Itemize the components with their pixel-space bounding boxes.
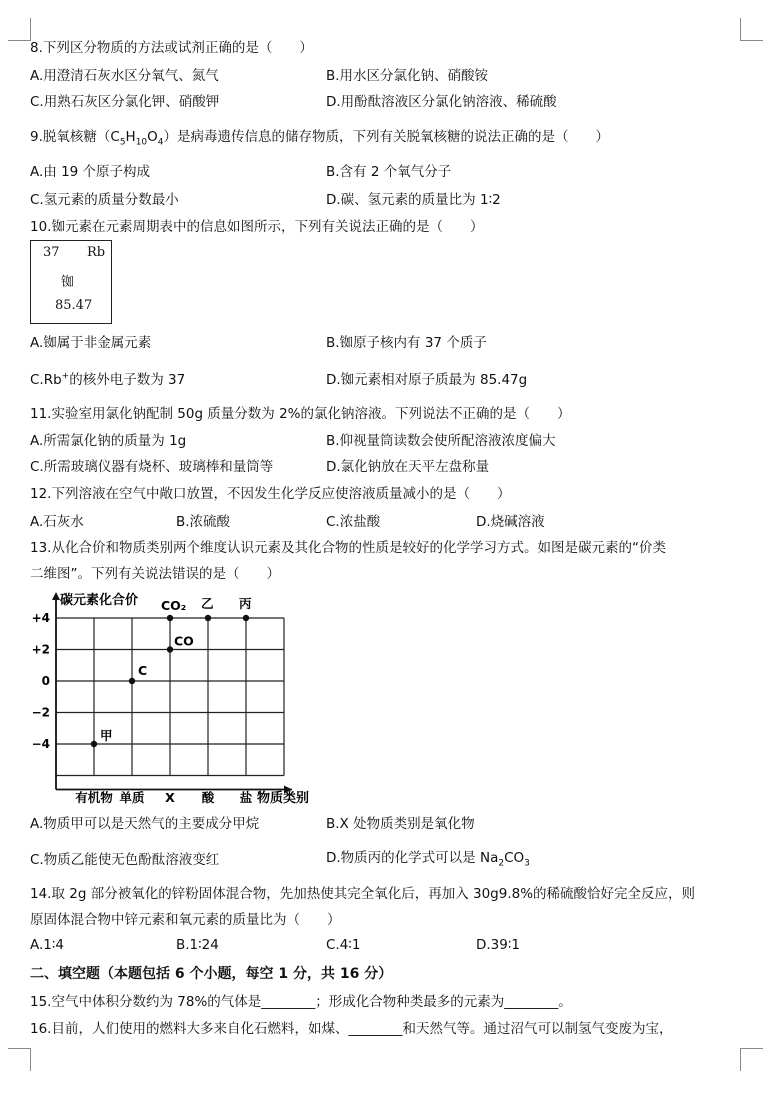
q11-stem: 11.实验室用氯化钠配制 50g 质量分数为 2%的氯化钠溶液。下列说法不正确的是（ ） xyxy=(30,406,571,422)
x-axis-label: 物质类别 xyxy=(257,791,310,806)
chart-axes xyxy=(52,592,292,794)
q10-option-a: A.铷属于非金属元素 xyxy=(30,335,152,351)
q11-option-d: D.氯化钠放在天平左盘称量 xyxy=(326,459,490,475)
x-tick-label: 有机物 xyxy=(75,790,113,805)
chart-point xyxy=(167,615,173,621)
q14-stem-line1: 14.取 2g 部分被氧化的锌粉固体混合物，先加热使其完全氧化后，再加入 30g9.8%的稀硫酸恰好完全反应，则 xyxy=(30,886,696,902)
point-label: CO xyxy=(174,633,194,649)
x-tick-label: 盐 xyxy=(239,790,253,805)
q9-option-b: B.含有 2 个氧气分子 xyxy=(326,164,452,180)
crop-mark-bottom-right xyxy=(740,1048,763,1071)
chart-point xyxy=(91,741,97,747)
y-tick-label: +2 xyxy=(31,642,50,657)
q9-option-c: C.氢元素的质量分数最小 xyxy=(30,192,179,208)
x-tick-label: 酸 xyxy=(201,790,215,805)
q9-option-d: D.碳、氢元素的质量比为 1∶2 xyxy=(326,192,501,208)
q8-option-b: B.用水区分氯化钠、硝酸铵 xyxy=(326,68,489,84)
q13-option-d: D.物质丙的化学式可以是 $Na_2CO_3$ xyxy=(326,850,530,869)
y-axis-label: 碳元素化合价 xyxy=(60,593,139,608)
q10-option-c: C.Rb+的核外电子数为 37 xyxy=(30,371,186,388)
q14-option-a: A.1∶4 xyxy=(30,937,64,953)
chart-point xyxy=(243,615,249,621)
q11-option-b: B.仰视量筒读数会使所配溶液浓度偏大 xyxy=(326,433,556,449)
q11-option-c: C.所需玻璃仪器有烧杯、玻璃棒和量筒等 xyxy=(30,459,274,475)
section-heading: 二、填空题（本题包括 6 个小题，每空 1 分，共 16 分） xyxy=(30,966,393,982)
y-axis-arrow xyxy=(52,592,60,600)
q14-option-b: B.1∶24 xyxy=(176,937,219,953)
periodic-table-cell xyxy=(30,240,112,324)
q13-stem-line2: 二维图”。下列有关说法错误的是（ ） xyxy=(30,566,280,582)
atomic-number: 37 xyxy=(43,245,60,260)
point-label: C xyxy=(138,663,148,678)
q10-option-d: D.铷元素相对原子质最为 85.47g xyxy=(326,372,528,388)
q13-stem-line1: 13.从化合价和物质类别两个维度认识元素及其化合物的性质是较好的化学学习方式。如图是碳元素的“价类 xyxy=(30,540,666,556)
y-tick-label: 0 xyxy=(41,674,50,688)
point-label: CO₂ xyxy=(161,598,187,613)
valence-class-chart xyxy=(28,588,338,810)
crop-mark-top-right xyxy=(740,18,763,41)
q9-option-a: A.由 19 个原子构成 xyxy=(30,164,151,180)
point-label: 丙 xyxy=(239,596,252,611)
q12-option-a: A.石灰水 xyxy=(30,514,84,530)
x-tick-labels xyxy=(75,790,253,805)
element-symbol: Rb xyxy=(87,245,106,260)
q12-option-c: C.浓盐酸 xyxy=(326,514,381,530)
q14-option-c: C.4∶1 xyxy=(326,937,361,953)
q14-stem-line2: 原固体混合物中锌元素和氧元素的质量比为（ ） xyxy=(30,912,341,928)
q14-option-d: D.39∶1 xyxy=(476,937,520,953)
x-tick-label: 单质 xyxy=(119,790,145,805)
y-tick-label: +4 xyxy=(31,611,50,625)
q9-stem: 9.脱氧核糖$(C_5H_{10}O_4)$是病毒遗传信息的储存物质，下列有关脱氧核糖的说法正确的是（ ） xyxy=(30,129,610,148)
q13-option-a: A.物质甲可以是天然气的主要成分甲烷 xyxy=(30,816,260,832)
y-tick-labels xyxy=(32,611,50,751)
q13-option-b: B.X 处物质类别是氧化物 xyxy=(326,816,475,832)
q12-stem: 12.下列溶液在空气中敞口放置，不因发生化学反应使溶液质量减小的是（ ） xyxy=(30,486,511,502)
point-label: 甲 xyxy=(100,728,113,743)
element-name: 铷 xyxy=(61,275,75,290)
q11-option-a: A.所需氯化钠的质量为 1g xyxy=(30,433,187,449)
chart-point xyxy=(205,615,211,621)
q10-option-b: B.铷原子核内有 37 个质子 xyxy=(326,335,487,351)
q8-stem: 8.下列区分物质的方法或试剂正确的是（ ） xyxy=(30,40,313,56)
chart-point xyxy=(129,678,135,684)
chart-point xyxy=(167,646,173,652)
atomic-mass: 85.47 xyxy=(55,298,93,313)
q12-option-b: B.浓硫酸 xyxy=(176,514,231,530)
crop-mark-bottom-left xyxy=(8,1048,31,1071)
q12-option-d: D.烧碱溶液 xyxy=(476,514,545,530)
q13-option-c: C.物质乙能使无色酚酞溶液变红 xyxy=(30,852,220,868)
q15-text: 15.空气中体积分数约为 78%的气体是________；形成化合物种类最多的元素为________。 xyxy=(30,994,572,1010)
q8-option-c: C.用熟石灰区分氯化钾、硝酸钾 xyxy=(30,94,220,110)
y-tick-label: −2 xyxy=(31,705,50,720)
y-tick-label: −4 xyxy=(31,737,50,751)
crop-mark-top-left xyxy=(8,18,31,41)
q8-option-d: D.用酚酞溶液区分氯化钠溶液、稀硫酸 xyxy=(326,94,557,110)
q16-text: 16.目前，人们使用的燃料大多来自化石燃料，如煤、________和天然气等。通过沼气可以制氢气变废为宝， xyxy=(30,1021,673,1037)
q8-option-a: A.用澄清石灰水区分氧气、氮气 xyxy=(30,68,219,84)
point-label: 乙 xyxy=(201,596,214,611)
x-tick-label: X xyxy=(165,790,175,805)
chart-points xyxy=(91,596,252,747)
chart-grid xyxy=(56,618,284,776)
q10-stem: 10.铷元素在元素周期表中的信息如图所示，下列有关说法正确的是（ ） xyxy=(30,219,484,235)
